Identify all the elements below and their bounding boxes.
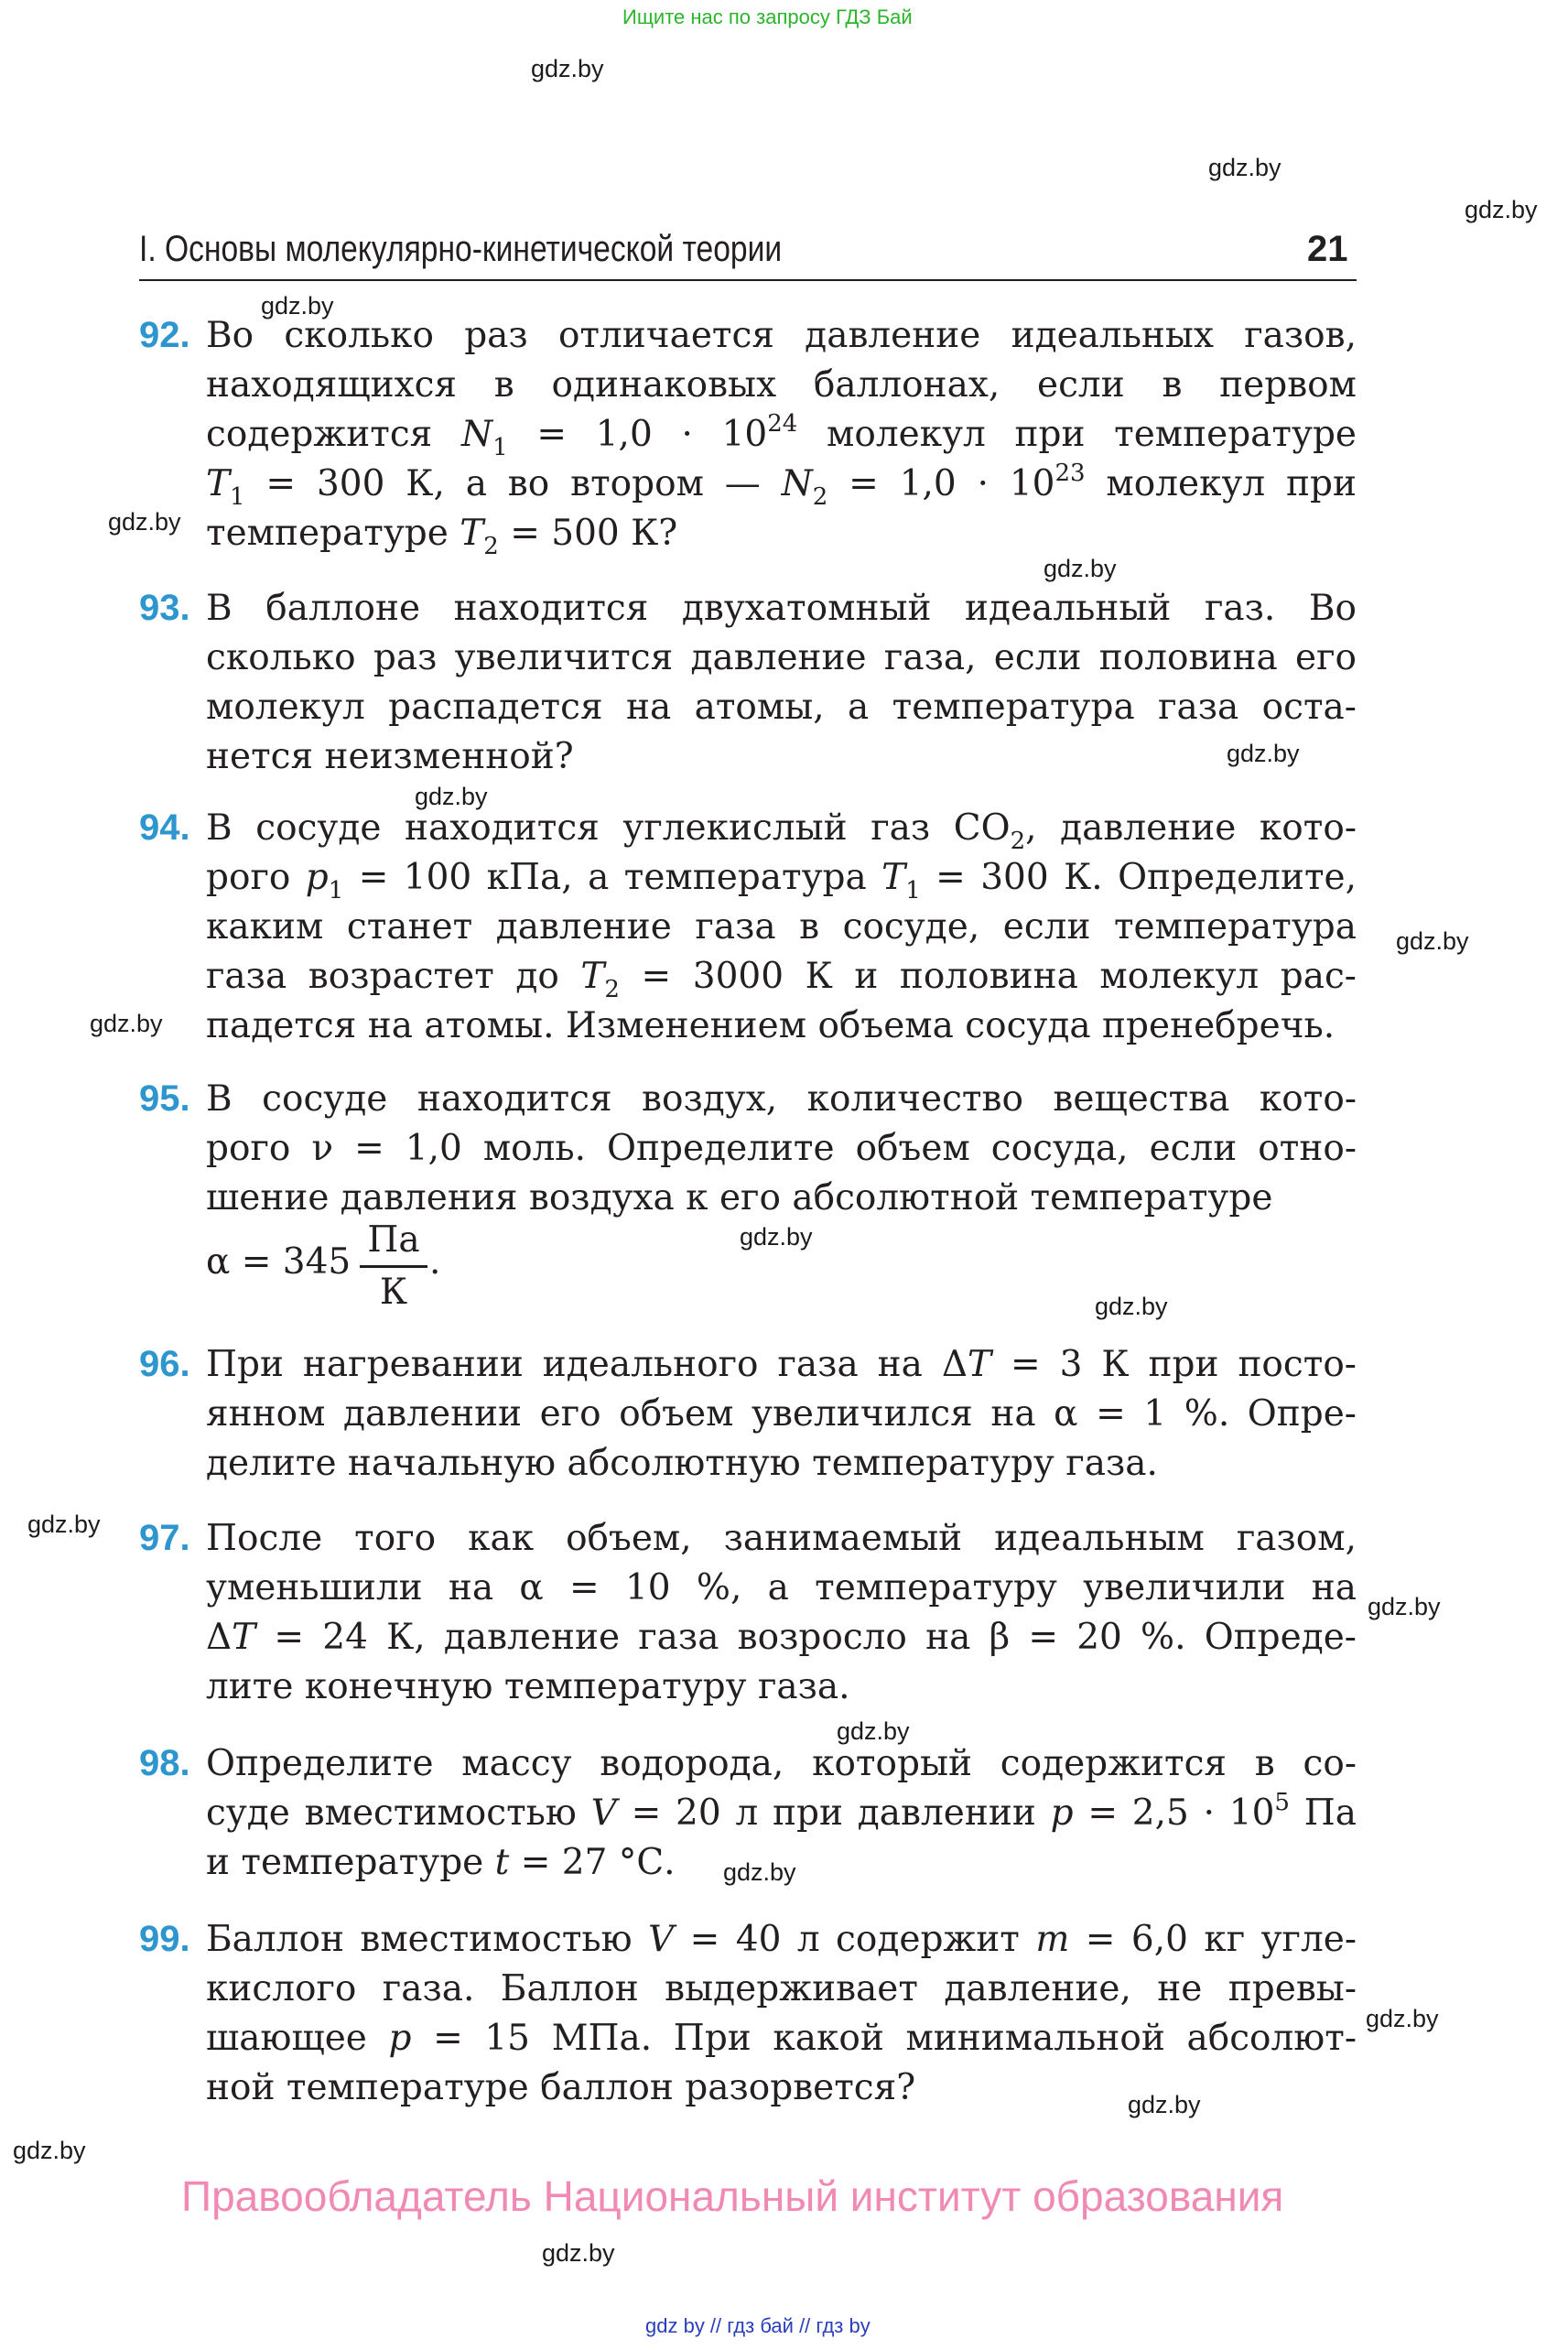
problem-text-line: молекул распадется на атомы, а температура газа оста- bbox=[206, 687, 1357, 728]
problem-number: 92. bbox=[139, 315, 190, 355]
problem-text-line: кислого газа. Баллон выдерживает давление, не превы- bbox=[206, 1968, 1357, 2009]
watermark: gdz.by bbox=[1044, 555, 1117, 582]
problem-text-line: падется на атомы. Изменением объема сосуда пренебречь. bbox=[206, 1005, 1336, 1046]
watermark: gdz.by bbox=[13, 2137, 86, 2164]
problem-text-line: находящихся в одинаковых баллонах, если в первом bbox=[206, 364, 1357, 406]
watermark: gdz.by bbox=[108, 508, 181, 536]
problem-text-line: $T_1 = 300$ К, а во втором — $N_2 = 1,0 \cdot 10^{23}$ молекул при bbox=[206, 460, 1357, 511]
watermark: gdz.by bbox=[1366, 2005, 1439, 2032]
problem-text-line: После того как объем, занимаемый идеальным газом, bbox=[206, 1518, 1357, 1559]
problem-text-line: Баллон вместимостью V = 40 л содержит m = 6,0 кг угле- bbox=[206, 1919, 1357, 1960]
problem-text-line: шающее p = 15 МПа. При какой минимальной абсолют- bbox=[206, 2018, 1357, 2059]
watermark: gdz.by bbox=[90, 1010, 163, 1037]
watermark: gdz.by bbox=[415, 783, 488, 810]
problem-number: 93. bbox=[139, 588, 190, 628]
problem-number: 94. bbox=[139, 807, 190, 848]
header-rule bbox=[139, 279, 1357, 281]
watermark: gdz.by bbox=[723, 1858, 796, 1886]
problem-text-line: янном давлении его объем увеличился на α = 1 %. Опре- bbox=[206, 1393, 1357, 1435]
problem-text-line: и температуре t = 27 °С. bbox=[206, 1842, 676, 1883]
problem-text-line: Во сколько раз отличается давление идеальных газов, bbox=[206, 315, 1357, 356]
bottom-banner: gdz by // гдз бай // гдз by bbox=[645, 2314, 871, 2337]
problem-number: 95. bbox=[139, 1078, 190, 1119]
top-banner: Ищите нас по запросу ГДЗ Бай bbox=[622, 5, 913, 28]
problem-number: 97. bbox=[139, 1518, 190, 1558]
running-header-title: I. Основы молекулярно-кинетической теории bbox=[139, 229, 783, 269]
problem-number: 99. bbox=[139, 1919, 190, 1959]
problem-text-line: каким станет давление газа в сосуде, если температура bbox=[206, 906, 1357, 948]
problem-text-line: В баллоне находится двухатомный идеальный газ. Во bbox=[206, 588, 1357, 629]
problem-text-line: рого $p_1 = 100$ кПа, а температура $T_1 = 300$ К. Определите, bbox=[206, 857, 1357, 904]
problem-text-line: ΔT = 24 К, давление газа возросло на β = 20 %. Опреде- bbox=[206, 1617, 1357, 1658]
problem-text-line: содержится $N_1 = 1,0 \cdot 10^{24}$ молекул при температуре bbox=[206, 410, 1357, 461]
problem-text-line: В сосуде находится углекислый газ $CO_2$, давление кото- bbox=[206, 807, 1357, 855]
watermark: gdz.by bbox=[1465, 196, 1538, 223]
watermark: gdz.by bbox=[837, 1717, 910, 1745]
watermark: gdz.by bbox=[261, 292, 334, 319]
problem-text-line: рого ν = 1,0 моль. Определите объем сосуда, если отно- bbox=[206, 1128, 1357, 1169]
copyright-footer: Правообладатель Национальный институт образования bbox=[181, 2172, 1284, 2220]
problem-text-line: В сосуде находится воздух, количество вещества кото- bbox=[206, 1078, 1357, 1120]
watermark: gdz.by bbox=[531, 55, 604, 82]
problem-text-line: температуре $T_2 = 500$ К? bbox=[206, 513, 678, 560]
watermark: gdz.by bbox=[1227, 740, 1300, 767]
problem-number: 98. bbox=[139, 1743, 190, 1783]
problem-text-line: сколько раз увеличится давление газа, если половина его bbox=[206, 637, 1357, 678]
watermark: gdz.by bbox=[1095, 1293, 1168, 1320]
watermark: gdz.by bbox=[1396, 927, 1469, 955]
problem-number: 96. bbox=[139, 1344, 190, 1384]
problem-text-line: суде вместимостью V = 20 л при давлении $p = 2,5 \cdot 10^5$ Па bbox=[206, 1789, 1357, 1834]
watermark: gdz.by bbox=[740, 1223, 813, 1251]
problem-text-line: шение давления воздуха к его абсолютной температуре bbox=[206, 1177, 1273, 1218]
problem-text-line: делите начальную абсолютную температуру газа. bbox=[206, 1443, 1158, 1484]
page-number: 21 bbox=[1307, 229, 1348, 269]
problem-text-line: газа возрастет до $T_2 = 3000$ К и половина молекул рас- bbox=[206, 956, 1357, 1003]
problem-text-line: уменьшили на α = 10 %, а температуру увеличили на bbox=[206, 1567, 1357, 1608]
watermark: gdz.by bbox=[1128, 2091, 1201, 2118]
watermark: gdz.by bbox=[542, 2239, 615, 2267]
watermark: gdz.by bbox=[1368, 1593, 1441, 1620]
problem-text-line: Определите массу водорода, который содержится в со- bbox=[206, 1743, 1357, 1784]
problem-text-line: ной температуре баллон разорвется? bbox=[206, 2067, 916, 2108]
problem-text-line: При нагревании идеального газа на ΔT = 3 К при посто- bbox=[206, 1344, 1357, 1385]
problem-text-line: лите конечную температуру газа. bbox=[206, 1666, 850, 1707]
watermark: gdz.by bbox=[1208, 154, 1281, 181]
watermark: gdz.by bbox=[27, 1511, 101, 1538]
problem-text-line: нется неизменной? bbox=[206, 736, 574, 777]
